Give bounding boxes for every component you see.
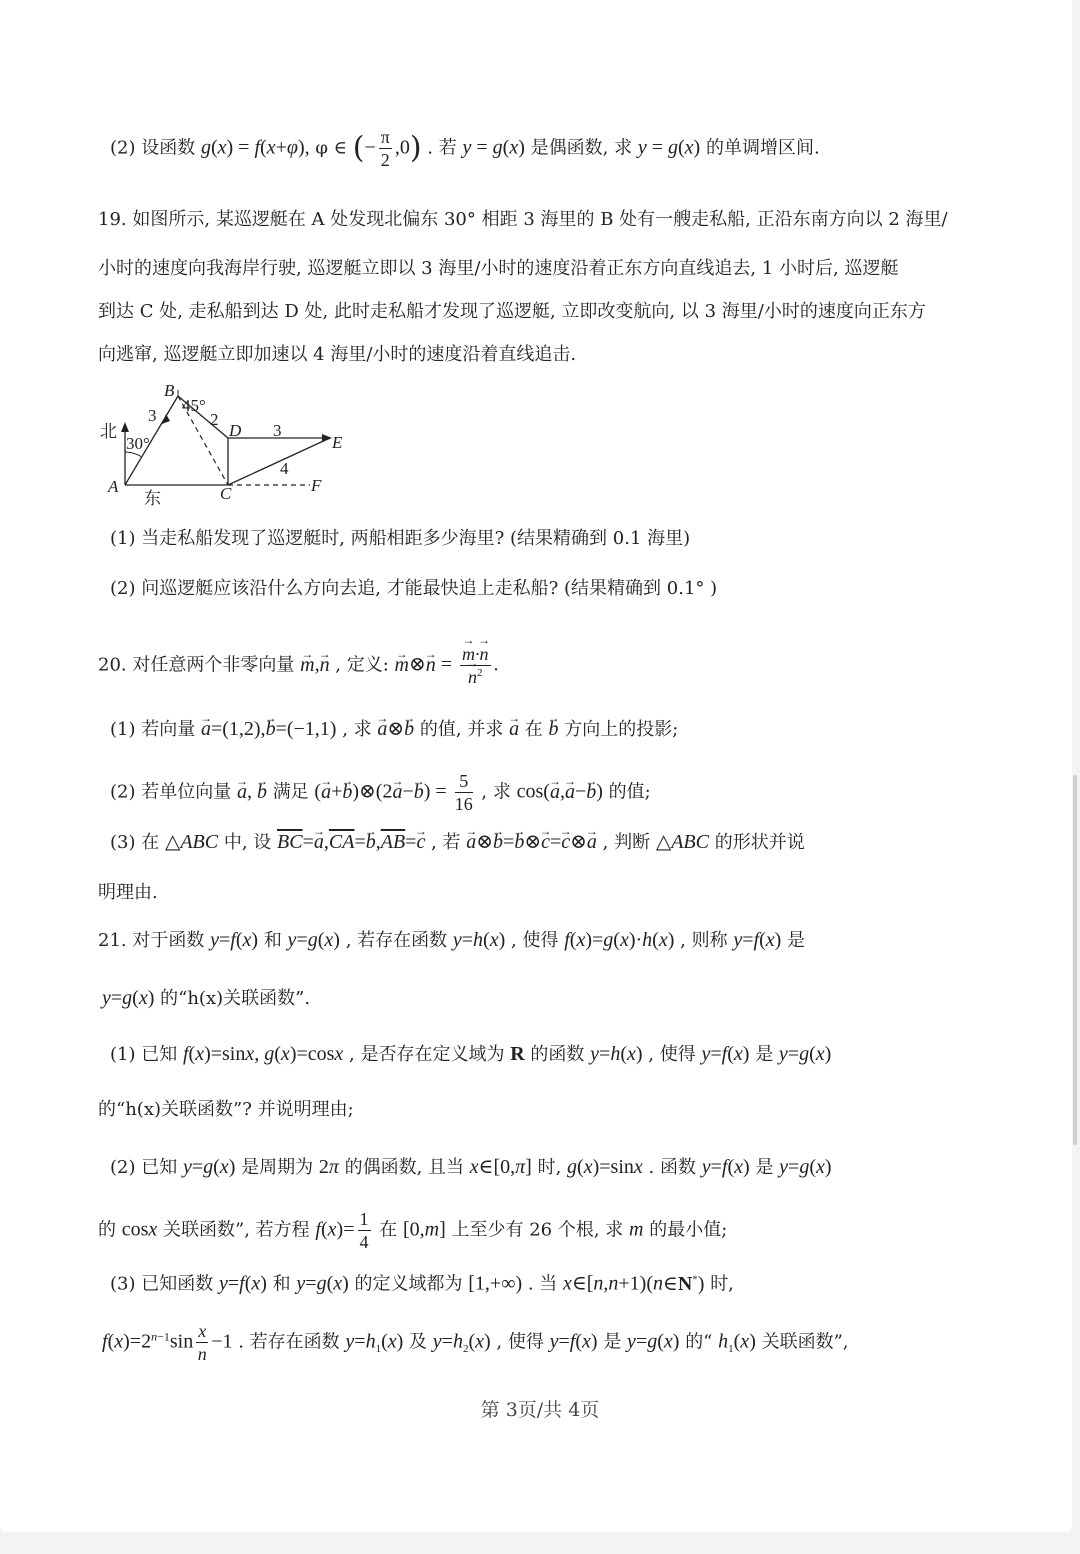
- q20-text: , 判断: [602, 832, 651, 853]
- q20-text: 的值;: [608, 781, 651, 803]
- q18-mid: . 若: [427, 137, 457, 159]
- q19-number: 19.: [98, 209, 127, 230]
- q19-line2: [98, 256, 988, 282]
- q20-text: (1) 若向量: [110, 719, 196, 740]
- q19-part1: [110, 526, 1000, 552]
- q20-text: , 求: [481, 781, 511, 803]
- q21-text: 的“h(x)关联函数”.: [160, 988, 311, 1009]
- q21-part2-cont: 的 cosx 关联函数”, 若方程 f(x)= $\frac{1}{4}$ 在 [0,m] 上至少有 26 个根, 求 m 的最小值;: [98, 1209, 728, 1252]
- q20-intro-text: 对任意两个非零向量: [132, 654, 295, 676]
- q20-intro: 20. 对任意两个非零向量 → m,→ n , 定义: → m⊗→ n = → m·→ n → $n^2$ .: [98, 645, 988, 686]
- q21-text: 时,: [710, 1273, 734, 1295]
- label-angle30: 30°: [126, 434, 150, 453]
- q20-text: 满足: [272, 781, 309, 803]
- q20-text: (3) 在: [110, 832, 160, 853]
- q18-label: (2) 设函数: [110, 137, 196, 159]
- q19-line1: [98, 207, 988, 233]
- q21-text: (3) 已知函数: [110, 1273, 214, 1295]
- q21-text: 是周期为: [241, 1157, 314, 1178]
- q21-text: 的定义域都为: [354, 1273, 463, 1295]
- q21-text: 的最小值;: [649, 1219, 728, 1241]
- q21-text: 在: [379, 1219, 398, 1241]
- label-east: 东: [144, 489, 161, 508]
- q21-text: 关联函数”, 若方程: [163, 1219, 310, 1241]
- label-CE: 4: [280, 459, 289, 478]
- q21-text: , 使得: [511, 930, 559, 951]
- label-DE: 3: [273, 421, 282, 440]
- label-AB: 3: [148, 406, 157, 425]
- q21-part1: (1) 已知 f(x)=sinx, g(x)=cosx , 是否存在定义域为 R 的函数 y=h(x) , 使得 y=f(x) 是 y=g(x): [110, 1043, 832, 1065]
- fraction: $\frac{\pi}{2}$: [380, 127, 390, 170]
- q18-part2: (2) 设函数 g(x) = f(x+φ), φ ∈ (− $\frac{\pi}{2}$ ,0) . 若 y = g(x) 是偶函数, 求 y = g(x) 的单调增区间.: [110, 127, 820, 170]
- label-north: 北: [100, 422, 117, 441]
- label-B: B: [164, 382, 175, 400]
- q20-text: 的形状并说: [714, 832, 805, 853]
- q21-text: 上至少有 26 个根, 求: [451, 1219, 624, 1241]
- q20-text: , 求: [342, 719, 372, 740]
- q21-line2: y=g(x) 的“h(x)关联函数”.: [102, 987, 311, 1009]
- q21-part1-cont: [98, 1097, 988, 1123]
- q19-text: 到达 C 处, 走私船到达 D 处, 此时走私船才发现了巡逻艇, 立即改变航向, 以 3 海里/小时的速度向正东方: [98, 301, 926, 322]
- q21-text: . 函数: [648, 1157, 696, 1178]
- q21-text: 是: [755, 1044, 774, 1065]
- q21-text: 和: [272, 1273, 291, 1295]
- q21-text: , 则称: [680, 930, 728, 951]
- fraction: $\frac{1}{4}$: [359, 1209, 369, 1252]
- label-C: C: [220, 484, 232, 503]
- q21-part2: (2) 已知 y=g(x) 是周期为 2π 的偶函数, 且当 x∈[0,π] 时, g(x)=sinx . 函数 y=f(x) 是 y=g(x): [110, 1156, 832, 1178]
- q20-text: , 若: [431, 832, 461, 853]
- q21-text: 的函数: [530, 1044, 585, 1065]
- phi-domain: φ ∈: [315, 137, 348, 159]
- q20-part3-cont: [98, 880, 988, 906]
- label-angle45: 45°: [182, 396, 206, 415]
- q21-text: (2) 已知: [110, 1157, 178, 1178]
- q20-text: 中, 设: [223, 832, 272, 853]
- q19-part1-text: (1) 当走私船发现了巡逻艇时, 两船相距多少海里? (结果精确到 0.1 海里): [110, 528, 691, 549]
- q21-text: . 若存在函数: [238, 1331, 340, 1353]
- label-D: D: [229, 421, 242, 440]
- q19-text: 如图所示, 某巡逻艇在 A 处发现北偏东 30° 相距 3 海里的 B 处有一艘走私船, 正沿东南方向以 2 海里/: [132, 209, 948, 230]
- q21-text: 的: [98, 1219, 116, 1241]
- q20-part1: (1) 若向量 → a=(1,2),→ b=(−1,1) , 求 → a⊗→ b 的值, 并求 → a 在 → b 方向上的投影;: [110, 716, 1000, 743]
- q21-text: 的“: [685, 1331, 713, 1353]
- q19-text: 小时的速度向我海岸行驶, 巡逻艇立即以 3 海里/小时的速度沿着正东方向直线追去, 1 小时后, 巡逻艇: [98, 258, 899, 279]
- q21-text: 及: [409, 1331, 428, 1353]
- q20-text: 明理由.: [98, 882, 158, 903]
- q21-text: 时,: [537, 1157, 562, 1178]
- label-BD: 2: [210, 410, 219, 429]
- q21-text: 和: [263, 930, 282, 951]
- fraction: $\frac{x}{n}$: [197, 1321, 207, 1364]
- q20-text: 方向上的投影;: [564, 719, 679, 740]
- q21-text: , 是否存在定义域为: [349, 1044, 505, 1065]
- fraction: → m·→ n → $n^2$: [460, 645, 491, 686]
- q21-text: 的“h(x)关联函数”? 并说明理由;: [98, 1099, 354, 1120]
- label-A: A: [108, 477, 119, 496]
- q21-line1: 21. 对于函数 y=f(x) 和 y=g(x) , 若存在函数 y=h(x) , 使得 f(x)=g(x)·h(x) , 则称 y=f(x) 是: [98, 929, 806, 951]
- scrollbar-thumb[interactable]: [1073, 775, 1077, 1145]
- q20-text: 在: [524, 719, 543, 740]
- q21-text: . 当: [527, 1273, 558, 1295]
- q20-part3: (3) 在 △ABC 中, 设 $\overline{BC}=\to a,\overline{CA}=\to b,\overline{AB}=\to c$ , 若 → a⊗→ b=→ b⊗→ c=→ c⊗→ a , 判断 △ABC 的形状并说: [110, 829, 1000, 856]
- q20-text: (2) 若单位向量: [110, 781, 232, 803]
- q21-text: 是: [787, 930, 806, 951]
- label-F: F: [311, 476, 322, 495]
- q19-text: 向逃窜, 巡逻艇立即加速以 4 海里/小时的速度沿着直线追击.: [98, 344, 577, 365]
- q20-text: 的值, 并求: [419, 719, 504, 740]
- q21-text: 的偶函数, 且当: [344, 1157, 465, 1178]
- q21-text: , 使得: [648, 1044, 696, 1065]
- q21-text: 关联函数”,: [761, 1331, 849, 1353]
- q19-line4: [98, 342, 988, 368]
- q21-text: 是: [603, 1331, 622, 1353]
- q20-define: , 定义:: [335, 654, 389, 676]
- chase-diagram: [98, 382, 358, 512]
- q19-part2: [110, 576, 1000, 602]
- fraction: $\frac{5}{16}$: [454, 771, 473, 814]
- q20-number: 20.: [98, 654, 127, 676]
- q19-part2-text: (2) 问巡逻艇应该沿什么方向去追, 才能最快追上走私船? (结果精确到 0.1° ): [110, 578, 718, 599]
- q21-text: 是: [755, 1157, 774, 1178]
- q21-number: 21.: [98, 930, 127, 951]
- q18-then: 是偶函数, 求: [530, 137, 633, 159]
- q21-text: 对于函数: [132, 930, 205, 951]
- q20-part2: (2) 若单位向量 → a, → b 满足 (→ a+→ b)⊗(2→ a−→ b) = $\frac{5}{16}$ , 求 cos(→ a,→ a−→ b) 的值;: [110, 772, 1000, 813]
- q18-end: 的单调增区间.: [705, 137, 820, 159]
- q21-text: , 若存在函数: [345, 930, 448, 951]
- q21-text: (1) 已知: [110, 1044, 178, 1065]
- q21-part3-cont: $f(x)=2^{n-1}\sin$ $\frac{x}{n}$ −1 . 若存在函数 $y=h_1(x)$ 及 $y=h_2(x)$ , 使得 y=f(x) 是 y=g(x) 的“ $h_1(x)$ 关联函数”,: [102, 1321, 849, 1364]
- q21-text: , 使得: [496, 1331, 544, 1353]
- label-E: E: [332, 433, 343, 452]
- q21-part3: (3) 已知函数 y=f(x) 和 y=g(x) 的定义域都为 [1,+∞) . 当 x∈[n,n+1)(n∈N*) 时,: [110, 1272, 734, 1295]
- page-footer: 第 3页/共 4页: [480, 1399, 600, 1421]
- q19-line3: [98, 299, 988, 325]
